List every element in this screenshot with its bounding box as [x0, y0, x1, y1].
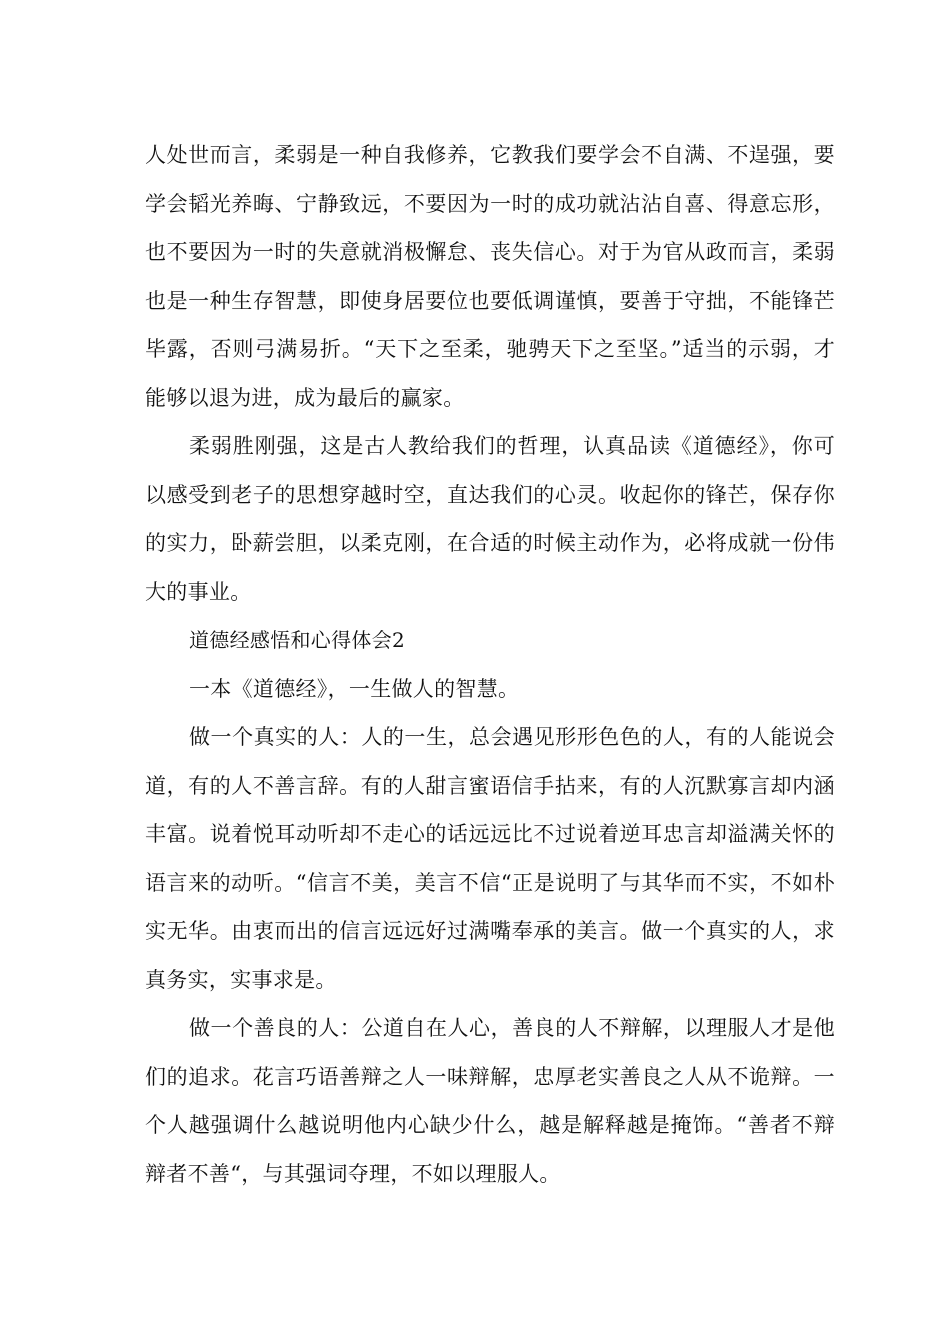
section-heading: 道德经感悟和心得体会2: [189, 628, 406, 652]
paragraph-1: 人处世而言，柔弱是一种自我修养，它教我们要学会不自满、不逞强，要学会韬光养晦、宁静致远，不要因为一时的成功就沾沾自喜、得意忘形，也不要因为一时的失意就消极懈怠、丧失信心。对于为官从政而言，柔弱也是一种生存智慧，即使身居要位也要低调谨慎，要善于守拙，不能锋芒毕露，否则弓满易折。“天下之至柔，驰骋天下之至坚。”适当的示弱，才能够以退为进，成为最后的赢家。: [145, 143, 835, 410]
paragraph-5: 做一个善良的人：公道自在人心，善良的人不辩解，以理服人才是他们的追求。花言巧语善辩之人一味辩解，忠厚老实善良之人从不诡辩。一个人越强调什么越说明他内心缺少什么，越是解释越是掩饰。“善者不辩辩者不善“，与其强词夺理，不如以理服人。: [145, 1016, 835, 1186]
paragraph-2: 柔弱胜刚强，这是古人教给我们的哲理，认真品读《道德经》，你可以感受到老子的思想穿越时空，直达我们的心灵。收起你的锋芒，保存你的实力，卧薪尝胆，以柔克刚，在合适的时候主动作为，必将成就一份伟大的事业。: [145, 434, 835, 604]
paragraph-4: 做一个真实的人：人的一生，总会遇见形形色色的人，有的人能说会道，有的人不善言辞。有的人甜言蜜语信手拈来，有的人沉默寡言却内涵丰富。说着悦耳动听却不走心的话远远比不过说着逆耳忠言却溢满关怀的语言来的动听。“信言不美，美言不信“正是说明了与其华而不实，不如朴实无华。由衷而出的信言远远好过满嘴奉承的美言。做一个真实的人，求真务实，实事求是。: [145, 725, 835, 992]
paragraph-3: 一本《道德经》，一生做人的智慧。: [189, 676, 520, 701]
document-page: [145, 131, 835, 1198]
